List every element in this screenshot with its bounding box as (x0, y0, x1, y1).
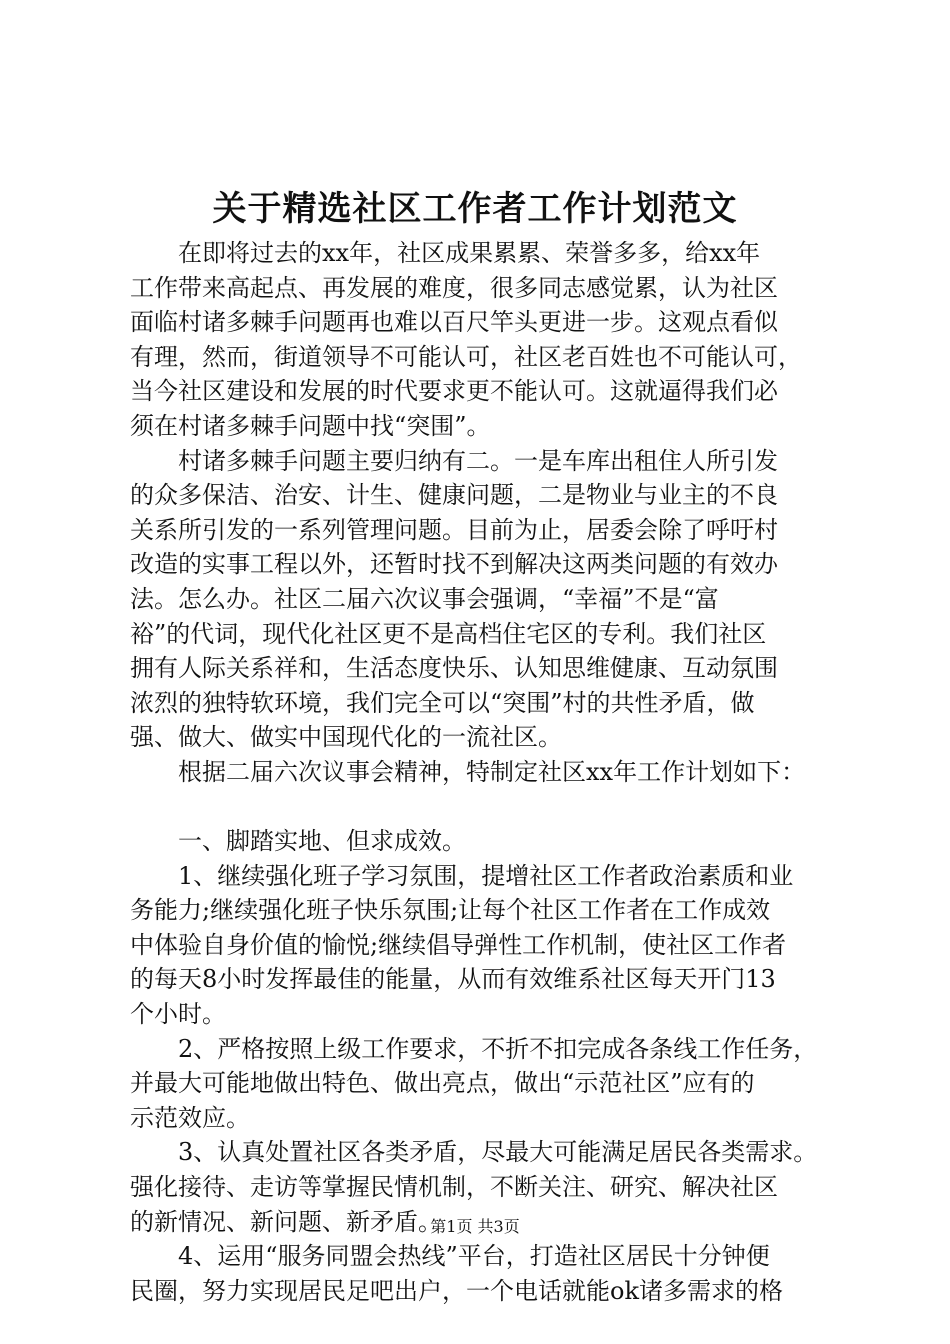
blank-line (130, 790, 848, 825)
text-line: 的每天8小时发挥最佳的能量，从而有效维系社区每天开门13 (130, 965, 776, 994)
text-line: 4、运用“服务同盟会热线”平台，打造社区居民十分钟便 (178, 1242, 770, 1271)
text-line: 在即将过去的xx年，社区成果累累、荣誉多多，给xx年 (178, 239, 761, 267)
text-line: 的新情况、新问题、新矛盾。 (130, 1207, 442, 1236)
text-line: 面临村诸多棘手问题再也难以百尺竿头更进一步。这观点看似 (130, 308, 778, 337)
text-line: 个小时。 (130, 1000, 226, 1029)
document-title: 关于精选社区工作者工作计划范文 (212, 189, 738, 229)
text-line: 2、严格按照上级工作要求，不折不扣完成各条线工作任务， (178, 1034, 818, 1063)
text-line: 根据二届六次议事会精神，特制定社区xx年工作计划如下： (178, 757, 806, 786)
text-line: 有理，然而，街道领导不可能认可，社区老百姓也不可能认可， (130, 342, 802, 371)
document-body (130, 236, 848, 1308)
text-line: 工作带来高起点、再发展的难度，很多同志感觉累，认为社区 (130, 273, 778, 302)
text-line: 并最大可能地做出特色、做出亮点，做出“示范社区”应有的 (130, 1069, 755, 1098)
text-line: 裕”的代词，现代化社区更不是高档住宅区的专利。我们社区 (130, 619, 767, 648)
text-line: 拥有人际关系祥和，生活态度快乐、认知思维健康、互动氛围 (130, 654, 778, 683)
text-line: 1、继续强化班子学习氛围，提增社区工作者政治素质和业 (178, 861, 794, 890)
text-line: 浓烈的独特软环境，我们完全可以“突围”村的共性矛盾，做 (130, 688, 755, 717)
text-line: 关系所引发的一系列管理问题。目前为止，居委会除了呼吁村 (130, 515, 778, 544)
text-line: 示范效应。 (130, 1103, 250, 1132)
text-line: 当今社区建设和发展的时代要求更不能认可。这就逼得我们必 (130, 377, 778, 406)
text-line: 3、认真处置社区各类矛盾，尽最大可能满足居民各类需求。 (178, 1138, 818, 1167)
text-line: 改造的实事工程以外，还暂时找不到解决这两类问题的有效办 (130, 550, 778, 579)
text-line: 民圈，努力实现居民足吧出户，一个电话就能ok诸多需求的格 (130, 1276, 783, 1305)
text-line: 务能力;继续强化班子快乐氛围;让每个社区工作者在工作成效 (130, 896, 771, 925)
text-line: 村诸多棘手问题主要归纳有二。一是车库出租住人所引发 (178, 446, 778, 475)
section-heading: 一、脚踏实地、但求成效。 (178, 827, 466, 856)
page-footer: 第1页 共3页 (430, 1217, 520, 1236)
text-line: 的众多保洁、治安、计生、健康问题，二是物业与业主的不良 (130, 481, 778, 510)
text-line: 须在村诸多棘手问题中找“突围”。 (130, 411, 491, 440)
text-line: 中体验自身价值的愉悦;继续倡导弹性工作机制，使社区工作者 (130, 930, 787, 959)
text-line: 法。怎么办。社区二届六次议事会强调，“幸福”不是“富 (130, 584, 719, 613)
text-line: 强、做大、做实中国现代化的一流社区。 (130, 723, 562, 752)
text-line: 强化接待、走访等掌握民情机制，不断关注、研究、解决社区 (130, 1173, 778, 1202)
